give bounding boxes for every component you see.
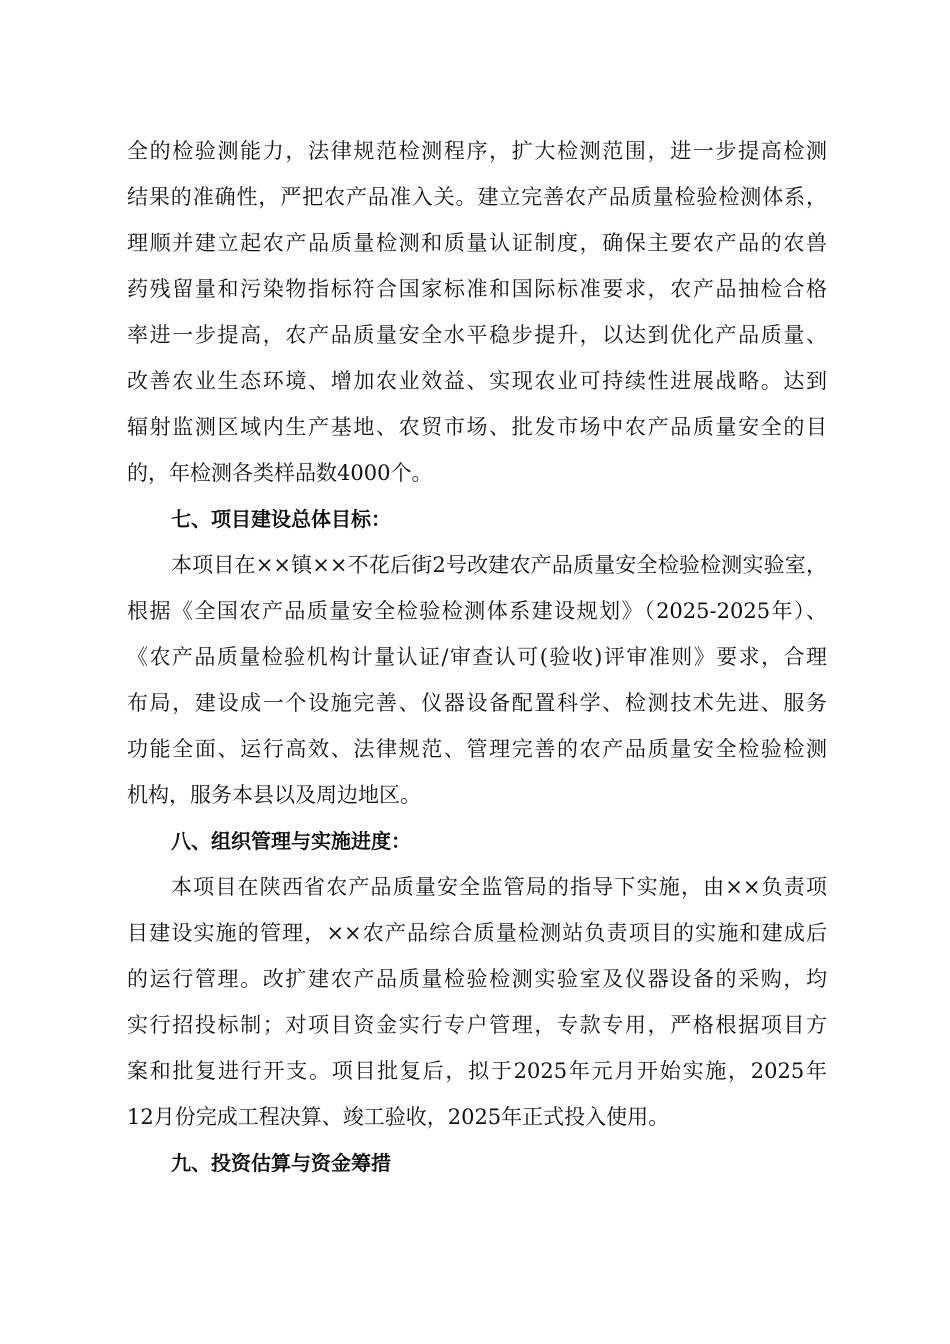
text-line: 案和批复进行开支。项目批复后，拟于2025年元月开始实施，2025年 [127,1059,827,1083]
text-line: 的，年检测各类样品数4000个。 [127,461,433,485]
text-line: 功能全面、运行高效、法律规范、管理完善的农产品质量安全检验检测 [127,737,827,761]
paragraph-project-goal [127,542,827,818]
text-line: 理顺并建立起农产品质量检测和质量认证制度，确保主要农产品的农兽 [127,231,827,255]
text-line: 机构，服务本县以及周边地区。 [127,783,421,807]
text-line: 改善农业生态环境、增加农业效益、实现农业可持续性进展战略。达到 [127,369,827,393]
text-line: 率进一步提高，农产品质量安全水平稳步提升，以达到优化产品质量、 [127,323,827,347]
text-line: 根据《全国农产品质量安全检验检测体系建设规划》（2025-2025年）、 [127,599,827,623]
section-heading-9: 九、投资估算与资金筹措 [171,1151,391,1175]
text-line: 全的检验测能力，法律规范检测程序，扩大检测范围，进一步提高检测 [127,139,827,163]
text-line: 《农产品质量检验机构计量认证/审查认可(验收)评审准则》要求，合理 [127,645,827,669]
section-heading-7: 七、项目建设总体目标： [171,507,391,531]
text-line: 的运行管理。改扩建农产品质量检验检测实验室及仪器设备的采购，均 [127,967,827,991]
text-line: 布局，建设成一个设施完善、仪器设备配置科学、检测技术先进、服务 [127,691,827,715]
section-heading-8: 八、组织管理与实施进度： [171,829,411,853]
text-line: 12月份完成工程决算、竣工验收，2025年正式投入使用。 [127,1105,670,1129]
text-line: 辐射监测区域内生产基地、农贸市场、批发市场中农产品质量安全的目 [127,415,827,439]
text-line: 药残留量和污染物指标符合国家标准和国际标准要求，农产品抽检合格 [127,277,827,301]
text-line: 目建设实施的管理，××农产品综合质量检测站负责项目的实施和建成后 [127,921,827,945]
paragraph-management-schedule [127,864,827,1140]
text-line: 实行招投标制；对项目资金实行专户管理，专款专用，严格根据项目方 [127,1013,827,1037]
paragraph-quality-system [127,128,827,496]
text-line: 本项目在××镇××不花后街2号改建农产品质量安全检验检测实验室， [171,553,827,577]
text-line: 结果的准确性，严把农产品准入关。建立完善农产品质量检验检测体系， [127,185,827,209]
text-line: 本项目在陕西省农产品质量安全监管局的指导下实施，由××负责项 [171,875,827,899]
document-body [127,128,827,1186]
